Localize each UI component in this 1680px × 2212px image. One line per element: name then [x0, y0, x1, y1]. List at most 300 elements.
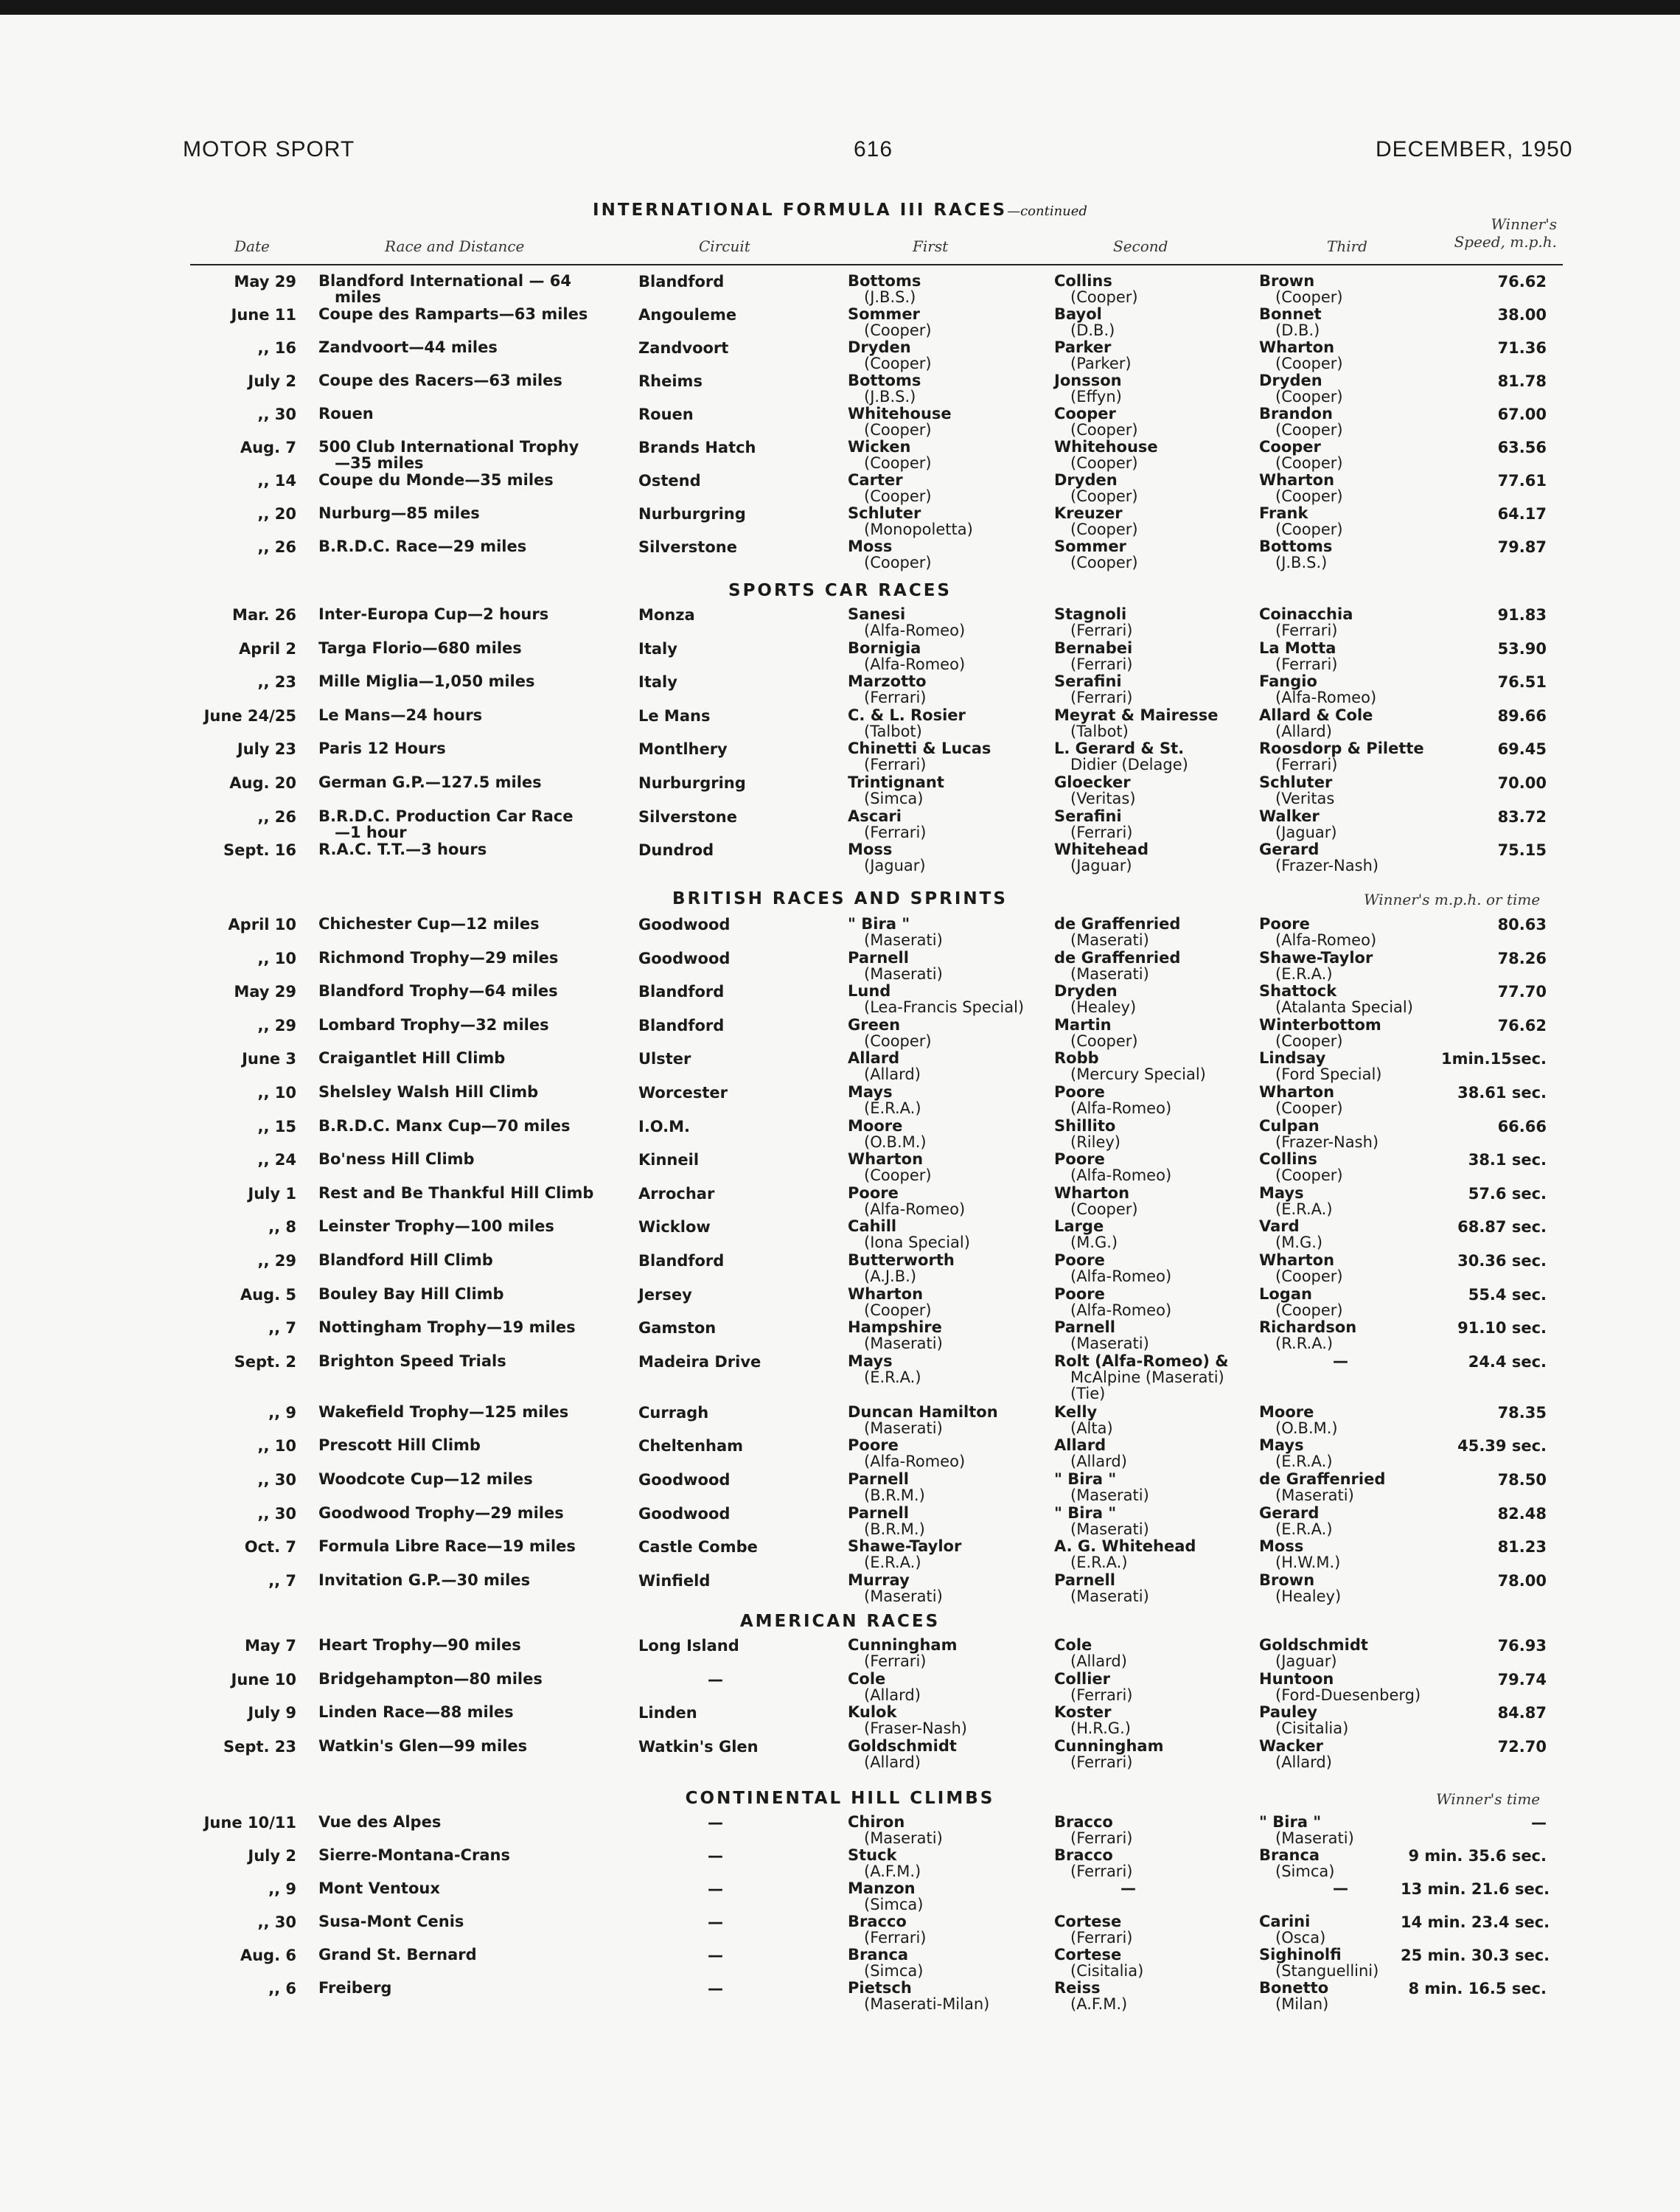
- first-place-line: (Talbot): [864, 722, 922, 740]
- winner-speed: 13 min. 21.6 sec.: [1401, 1880, 1550, 1898]
- race-name: [318, 1880, 440, 1896]
- second-place-line: (Alfa-Romeo): [1070, 1099, 1172, 1117]
- third-place-line: Collins: [1259, 1150, 1317, 1169]
- second-place: [1054, 1319, 1149, 1352]
- first-place-line: (Cooper): [864, 487, 932, 505]
- race-name-line: 500 Club International Trophy: [318, 438, 579, 456]
- third-place-line: Frank: [1259, 504, 1308, 522]
- third-place-line: (H.W.M.): [1275, 1554, 1341, 1572]
- table-row: [0, 1980, 1680, 2013]
- race-name-line: Watkin's Glen—99 miles: [318, 1736, 528, 1755]
- table-row: [0, 808, 1680, 842]
- race-name-line: Targa Florio—680 miles: [318, 639, 522, 657]
- second-place: [1054, 1913, 1132, 1946]
- section-heading: [0, 1612, 1680, 1631]
- race-name: [318, 1538, 576, 1554]
- winner-speed: 76.93: [1497, 1637, 1547, 1655]
- second-place-line: Bayol: [1054, 305, 1102, 323]
- third-place-line: (Cooper): [1275, 288, 1343, 306]
- first-place: [848, 1353, 921, 1385]
- table-row: [0, 1017, 1680, 1051]
- circuit: Curragh: [638, 1403, 709, 1422]
- race-name: [318, 1353, 506, 1369]
- race-name-line: Rouen: [318, 405, 374, 422]
- race-date: Sept. 16: [223, 841, 296, 860]
- table-row: [0, 1084, 1680, 1118]
- race-name-line: —1 hour: [335, 823, 407, 841]
- race-date: June 3: [242, 1050, 296, 1068]
- winner-speed: 91.10 sec.: [1457, 1319, 1547, 1338]
- race-name-line: Formula Libre Race—19 miles: [318, 1537, 576, 1556]
- third-place-line: (E.R.A.): [1275, 964, 1333, 983]
- first-place-line: (Cooper): [864, 1032, 932, 1050]
- third-place-line: (Frazer-Nash): [1275, 1133, 1379, 1151]
- second-place-line: (Ferrari): [1070, 1829, 1133, 1847]
- race-name-line: Nurburg—85 miles: [318, 504, 480, 522]
- second-place-line: (Ferrari): [1070, 823, 1133, 841]
- first-place: [848, 1050, 921, 1082]
- first-place-line: (Fraser-Nash): [864, 1719, 967, 1738]
- race-name-line: —35 miles: [335, 454, 424, 472]
- race-name-line: B.R.D.C. Race—29 miles: [318, 538, 527, 555]
- first-place: [848, 1572, 943, 1604]
- third-place-line: (Veritas: [1275, 789, 1335, 807]
- second-place: [1054, 950, 1180, 982]
- first-place-line: Cunningham: [848, 1636, 958, 1654]
- first-place-line: Carter: [848, 471, 903, 489]
- third-place-line: Bonetto: [1259, 1979, 1329, 1997]
- third-place: [1259, 606, 1353, 639]
- section-rows: [0, 1814, 1680, 2013]
- race-date: ,, 30: [257, 406, 296, 423]
- third-place-line: Goldschmidt: [1259, 1636, 1368, 1654]
- first-place-line: Whitehouse: [848, 405, 952, 422]
- race-date: ,, 29: [257, 1251, 296, 1270]
- race-name: [318, 406, 374, 422]
- first-place: [848, 306, 932, 338]
- third-place: [1259, 1404, 1338, 1436]
- race-name-line: Wakefield Trophy—125 miles: [318, 1402, 569, 1421]
- race-date: ,, 30: [257, 1470, 296, 1489]
- second-place-line: (D.B.): [1070, 321, 1115, 339]
- race-name-line: Bridgehampton—80 miles: [318, 1669, 543, 1688]
- first-place-line: (Cooper): [864, 321, 932, 339]
- second-place-line: (Maserati): [1070, 931, 1149, 949]
- table-row: [0, 1814, 1680, 1847]
- scan-top-edge: [0, 0, 1680, 15]
- second-place-line: (Allard): [1070, 1453, 1127, 1471]
- third-place-line: (Allard): [1275, 1753, 1332, 1771]
- second-place-line: Koster: [1054, 1703, 1112, 1722]
- third-place-line: (Ford Special): [1275, 1065, 1382, 1084]
- winner-speed: 77.61: [1497, 472, 1547, 490]
- first-place: [848, 1252, 955, 1284]
- third-place-line: (D.B.): [1275, 321, 1320, 339]
- first-place-line: (Allard): [864, 1065, 921, 1084]
- third-place-line: Branca: [1259, 1846, 1320, 1864]
- first-place-line: (Maserati): [864, 1419, 943, 1437]
- first-place: [848, 1880, 923, 1913]
- race-name: [318, 472, 554, 488]
- third-place-line: Schluter: [1259, 773, 1333, 791]
- second-place: [1054, 1437, 1127, 1470]
- race-name-line: B.R.D.C. Manx Cup—70 miles: [318, 1116, 571, 1135]
- winner-speed: 78.26: [1497, 949, 1547, 967]
- first-place-line: (Simca): [864, 789, 924, 807]
- second-place: [1054, 740, 1188, 773]
- race-date: July 2: [248, 372, 296, 390]
- table-row: [0, 1637, 1680, 1671]
- winner-speed: 78.50: [1497, 1470, 1547, 1489]
- winner-speed: 76.62: [1497, 273, 1547, 291]
- circuit: Blandford: [638, 983, 725, 1001]
- race-name: [318, 1671, 543, 1687]
- race-name: [318, 1404, 568, 1420]
- first-place: [848, 640, 965, 672]
- first-place-line: (Ferrari): [864, 1929, 927, 1947]
- third-place-line: Richardson: [1259, 1318, 1357, 1337]
- third-place-line: Dryden: [1259, 372, 1322, 389]
- circuit: Jersey: [638, 1285, 692, 1304]
- first-place: [848, 1505, 925, 1537]
- third-place: [1259, 306, 1322, 338]
- race-name: [318, 606, 548, 622]
- race-date: ,, 20: [257, 505, 296, 523]
- circuit: Dundrod: [638, 841, 714, 860]
- first-place: [848, 983, 1024, 1015]
- third-place-line: —: [1333, 1879, 1348, 1897]
- race-name: [318, 707, 482, 723]
- race-name: [318, 774, 542, 790]
- first-place-line: (Monopoletta): [864, 521, 973, 538]
- section-title: INTERNATIONAL FORMULA III RACES: [593, 201, 1008, 220]
- race-date: July 23: [237, 740, 296, 759]
- third-place: [1259, 1637, 1368, 1669]
- second-place-line: Meyrat & Mairesse: [1054, 706, 1219, 724]
- race-name: [318, 1637, 521, 1653]
- second-place: [1054, 372, 1122, 405]
- table-row: [0, 1738, 1680, 1772]
- first-place-line: Moss: [848, 841, 893, 859]
- third-place-line: (Milan): [1275, 1995, 1329, 2013]
- circuit: —: [708, 1847, 723, 1865]
- race-date: ,, 10: [257, 1437, 296, 1455]
- race-date: ,, 26: [257, 538, 296, 556]
- third-place-line: Wharton: [1259, 1082, 1335, 1101]
- race-date: Oct. 7: [244, 1538, 296, 1557]
- section-rows: [0, 606, 1680, 875]
- second-place-line: (Maserati): [1070, 1520, 1149, 1538]
- second-place-line: L. Gerard & St.: [1054, 740, 1185, 758]
- table-row: [0, 673, 1680, 707]
- first-place-line: Sanesi: [848, 605, 906, 623]
- race-name: [318, 439, 579, 471]
- circuit: —: [708, 1670, 723, 1688]
- circuit: Le Mans: [638, 706, 711, 725]
- winner-speed: 9 min. 35.6 sec.: [1408, 1847, 1547, 1865]
- first-place: [848, 1017, 932, 1049]
- first-place-line: Wharton: [848, 1284, 924, 1303]
- second-place: [1054, 406, 1138, 438]
- third-place: [1259, 1319, 1356, 1352]
- second-place-line: (Effyn): [1070, 388, 1122, 406]
- second-place-line: —: [1120, 1879, 1136, 1897]
- third-place-line: Allard & Cole: [1259, 706, 1373, 724]
- race-name: [318, 306, 588, 322]
- table-row: [0, 406, 1680, 439]
- circuit: —: [708, 1814, 723, 1832]
- first-place-line: Duncan Hamilton: [848, 1402, 998, 1421]
- second-place-line: (Cisitalia): [1070, 1962, 1144, 1980]
- second-place-line: (Cooper): [1070, 521, 1138, 538]
- third-place-line: Gerard: [1259, 1503, 1320, 1522]
- third-place: [1259, 1738, 1332, 1770]
- second-place-line: (Ferrari): [1070, 1929, 1133, 1947]
- second-place-line: Kelly: [1054, 1402, 1098, 1421]
- second-place-line: Robb: [1054, 1049, 1099, 1068]
- first-place: [848, 1980, 989, 2012]
- second-place-line: Jonsson: [1054, 372, 1122, 389]
- third-place: [1259, 673, 1376, 706]
- second-place: [1054, 1050, 1206, 1082]
- circuit: Winfield: [638, 1571, 711, 1590]
- third-place-line: (E.R.A.): [1275, 1453, 1333, 1471]
- second-place: [1054, 640, 1132, 672]
- race-name-line: Paris 12 Hours: [318, 740, 446, 758]
- second-place-line: (Maserati): [1070, 1335, 1149, 1353]
- race-date: ,, 8: [268, 1218, 296, 1237]
- circuit: Nurburgring: [638, 505, 746, 523]
- first-place-line: (J.B.S.): [864, 388, 916, 406]
- second-place: [1054, 273, 1138, 305]
- table-row: [0, 1353, 1680, 1404]
- col-race: Race and Distance: [385, 237, 525, 255]
- race-date: ,, 14: [257, 472, 296, 490]
- circuit: Wicklow: [638, 1218, 711, 1237]
- second-place: [1054, 472, 1138, 504]
- third-place: [1259, 1151, 1343, 1183]
- second-place-line: McAlpine (Maserati): [1070, 1368, 1224, 1386]
- first-place-line: (B.R.M.): [864, 1486, 925, 1504]
- third-place: [1259, 808, 1337, 841]
- race-name-line: Sierre-Montana-Crans: [318, 1846, 510, 1864]
- second-place-line: Shillito: [1054, 1116, 1116, 1135]
- circuit: Blandford: [638, 273, 725, 291]
- header-rule: [190, 264, 1563, 265]
- winner-speed: 14 min. 23.4 sec.: [1401, 1913, 1550, 1931]
- section-rows: [0, 1637, 1680, 1771]
- third-place-line: Bottoms: [1259, 538, 1333, 555]
- third-place: [1259, 505, 1343, 538]
- race-name: [318, 1947, 477, 1963]
- second-place: [1054, 983, 1136, 1015]
- table-row: [0, 505, 1680, 538]
- third-place-line: Bonnet: [1259, 305, 1322, 323]
- table-row: [0, 1437, 1680, 1471]
- second-place-line: (Ferrari): [1070, 655, 1133, 673]
- table-row: [0, 1913, 1680, 1947]
- third-place: [1259, 538, 1332, 571]
- third-place: [1259, 1913, 1325, 1946]
- third-place-line: Wacker: [1259, 1736, 1324, 1755]
- third-place-line: Logan: [1259, 1284, 1312, 1303]
- first-place-line: Poore: [848, 1183, 899, 1202]
- second-place-line: Whitehead: [1054, 841, 1149, 859]
- third-place-line: Vard: [1259, 1217, 1300, 1236]
- first-place-line: (B.R.M.): [864, 1520, 925, 1538]
- race-name: [318, 1050, 505, 1066]
- third-place-line: (Cooper): [1275, 388, 1343, 406]
- third-place-line: (Cooper): [1275, 355, 1343, 372]
- first-place: [848, 273, 921, 305]
- first-place-line: (Maserati): [864, 931, 943, 949]
- winner-speed: 82.48: [1497, 1504, 1547, 1523]
- race-date: July 1: [248, 1184, 296, 1203]
- third-place: [1259, 472, 1343, 504]
- section-heading: [0, 201, 1680, 220]
- circuit: Watkin's Glen: [638, 1737, 759, 1756]
- first-place: [848, 406, 952, 438]
- winner-speed: 79.74: [1497, 1670, 1547, 1688]
- third-place-line: (Frazer-Nash): [1275, 857, 1379, 875]
- second-place-line: Dryden: [1054, 471, 1118, 489]
- first-place-line: (Cooper): [864, 1166, 932, 1185]
- race-name: [318, 1151, 475, 1167]
- third-place-line: Shawe-Taylor: [1259, 948, 1373, 967]
- second-place-line: (A.F.M.): [1070, 1995, 1128, 2013]
- circuit: Blandford: [638, 1251, 725, 1270]
- col-date: Date: [234, 237, 270, 255]
- first-place-line: Wicken: [848, 438, 911, 456]
- second-place-line: Parnell: [1054, 1318, 1115, 1337]
- third-place: [1259, 1471, 1385, 1503]
- col-speed: Winner's Speed, m.p.h.: [1454, 215, 1557, 251]
- race-date: July 9: [248, 1704, 296, 1722]
- race-name-line: Bouley Bay Hill Climb: [318, 1284, 504, 1303]
- third-place-line: Wharton: [1259, 1251, 1335, 1269]
- second-place: [1054, 1218, 1118, 1251]
- first-place-line: (Simca): [864, 1962, 924, 1980]
- circuit: Italy: [638, 639, 677, 658]
- race-date: Aug. 6: [240, 1947, 296, 1964]
- third-place-line: (Jaguar): [1275, 823, 1337, 841]
- third-place-line: (O.B.M.): [1275, 1419, 1338, 1437]
- first-place: [848, 1671, 921, 1703]
- table-row: [0, 339, 1680, 372]
- race-name: [318, 1572, 530, 1588]
- section-title: AMERICAN RACES: [739, 1612, 941, 1631]
- race-name-line: Nottingham Trophy—19 miles: [318, 1318, 576, 1337]
- table-row: [0, 916, 1680, 950]
- first-place-line: Bracco: [848, 1913, 907, 1930]
- circuit: Zandvoort: [638, 339, 729, 357]
- third-place-line: Wharton: [1259, 338, 1335, 356]
- race-date: Aug. 20: [229, 773, 296, 792]
- first-place-line: (Lea-Francis Special): [864, 998, 1025, 1017]
- first-place: [848, 1913, 926, 1946]
- first-place: [848, 841, 926, 874]
- second-place-line: Didier (Delage): [1070, 756, 1188, 774]
- race-name-line: Shelsley Walsh Hill Climb: [318, 1082, 539, 1101]
- third-place: [1259, 740, 1424, 773]
- first-place-line: Trintignant: [848, 773, 944, 791]
- first-place-line: Mays: [848, 1082, 893, 1101]
- first-place-line: Parnell: [848, 1503, 909, 1522]
- second-place-line: Cunningham: [1054, 1736, 1164, 1755]
- race-name-line: Heart Trophy—90 miles: [318, 1636, 521, 1654]
- third-place-line: (R.R.A.): [1275, 1335, 1334, 1353]
- third-place: [1259, 1084, 1343, 1116]
- section-rows: [0, 916, 1680, 1605]
- race-name-line: Coupe des Racers—63 miles: [318, 372, 562, 389]
- second-place: [1054, 808, 1132, 841]
- race-name: [318, 950, 558, 966]
- race-name-line: Le Mans—24 hours: [318, 706, 483, 724]
- race-name: [318, 640, 522, 656]
- winner-speed: 77.70: [1497, 983, 1547, 1001]
- race-name: [318, 1218, 554, 1234]
- second-place-line: Cortese: [1054, 1913, 1122, 1930]
- first-place: [848, 1218, 970, 1251]
- first-place-line: Hampshire: [848, 1318, 942, 1337]
- third-place-line: (Ferrari): [1275, 622, 1338, 639]
- second-place-line: (Ferrari): [1070, 1863, 1133, 1880]
- third-place-line: (Cooper): [1275, 1166, 1343, 1185]
- circuit: Silverstone: [638, 538, 737, 556]
- third-place-line: (Allard): [1275, 722, 1332, 740]
- winner-speed: 80.63: [1497, 916, 1547, 933]
- race-name: [318, 1980, 391, 1996]
- circuit: Silverstone: [638, 807, 737, 826]
- third-place: [1259, 1704, 1348, 1736]
- section-heading: [0, 1789, 1680, 1808]
- first-place: [848, 1947, 923, 1979]
- second-place-line: Martin: [1054, 1015, 1112, 1034]
- third-place-line: Moss: [1259, 1537, 1304, 1556]
- race-date: ,, 9: [268, 1880, 296, 1898]
- second-place-line: " Bira ": [1054, 1470, 1117, 1488]
- race-date: June 10: [231, 1670, 296, 1688]
- race-name-line: Inter-Europa Cup—2 hours: [318, 605, 549, 623]
- first-place: [848, 950, 943, 982]
- race-date: June 24/25: [203, 706, 296, 725]
- first-place: [848, 538, 932, 571]
- first-place-line: (Cooper): [864, 454, 932, 472]
- table-row: [0, 1252, 1680, 1286]
- third-place-line: (Cooper): [1275, 1267, 1343, 1285]
- race-name: [318, 916, 540, 932]
- first-place-line: (J.B.S.): [864, 288, 916, 306]
- second-place: [1054, 1471, 1149, 1503]
- second-place: [1054, 1847, 1132, 1879]
- second-place: [1054, 1671, 1132, 1703]
- third-place-line: (Cooper): [1275, 487, 1343, 505]
- circuit: Cheltenham: [638, 1437, 744, 1455]
- first-place: [848, 808, 926, 841]
- first-place-line: (Ferrari): [864, 689, 927, 707]
- first-place-line: Wharton: [848, 1150, 924, 1169]
- third-place: [1259, 1980, 1328, 2012]
- second-place-line: Stagnoli: [1054, 605, 1127, 623]
- circuit: Arrochar: [638, 1184, 715, 1203]
- race-name: [318, 1286, 504, 1302]
- race-name-line: Craigantlet Hill Climb: [318, 1049, 506, 1068]
- winner-speed: 81.78: [1497, 372, 1547, 390]
- second-place: [1054, 916, 1180, 948]
- second-place-line: (Cooper): [1070, 487, 1138, 505]
- winner-speed: 78.35: [1497, 1403, 1547, 1422]
- winner-speed: 57.6 sec.: [1468, 1184, 1547, 1203]
